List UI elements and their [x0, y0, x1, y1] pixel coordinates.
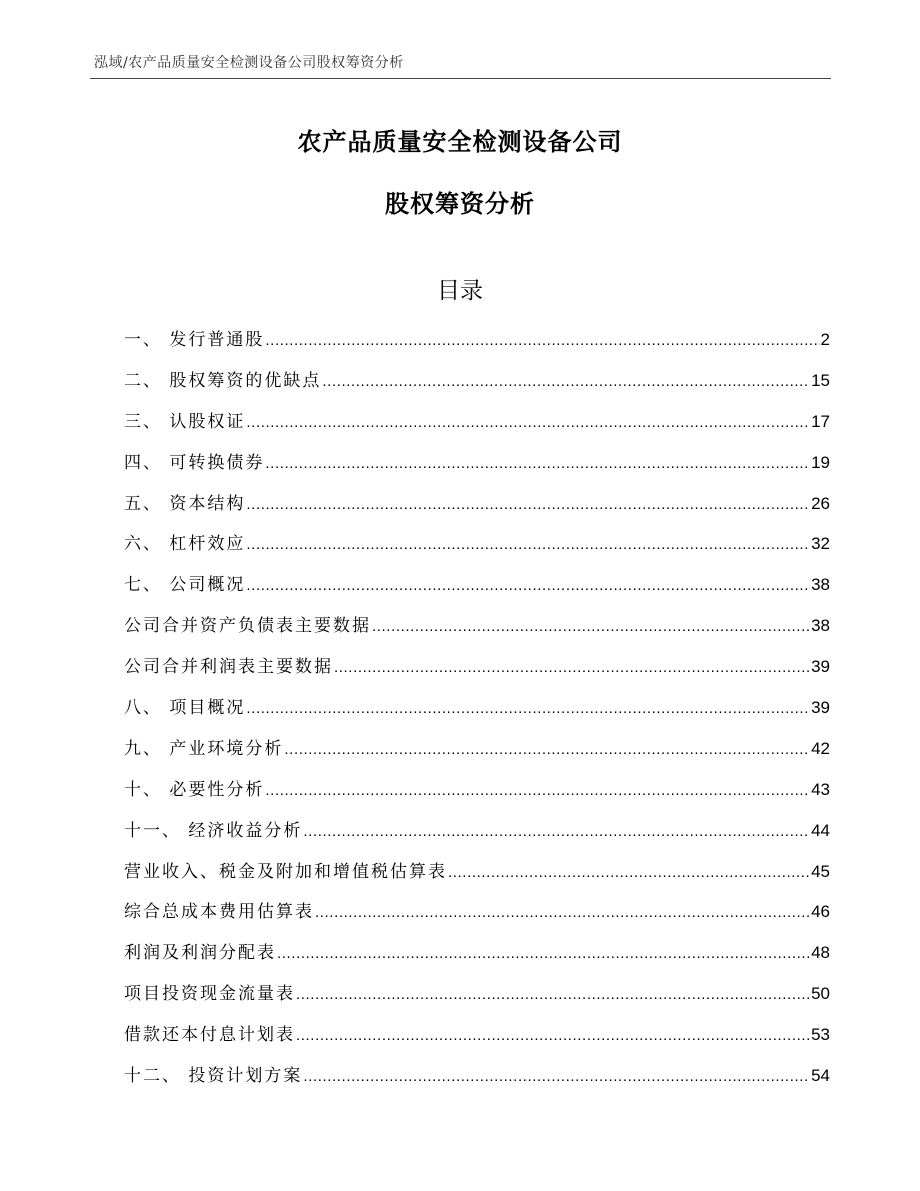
toc-entry-label: 八、 项目概况 [124, 698, 246, 719]
toc-entry-page-number: 45 [811, 861, 830, 881]
toc-entry-label: 五、 资本结构 [124, 493, 246, 514]
toc-dot-leader [265, 771, 810, 812]
toc-entry-label: 七、 公司概况 [124, 575, 246, 596]
toc-entry-label: 项目投资现金流量表 [124, 984, 295, 1005]
toc-entry-page-number: 19 [811, 452, 830, 472]
toc-entry[interactable] [124, 688, 830, 729]
toc-entry[interactable] [124, 647, 830, 688]
toc-entry-page-number: 42 [811, 738, 830, 758]
toc-dot-leader [246, 485, 810, 526]
toc-entry-label: 公司合并利润表主要数据 [124, 657, 333, 678]
toc-dot-leader [296, 1016, 810, 1057]
toc-entry-page-number: 39 [811, 657, 830, 677]
toc-entry-label: 营业收入、税金及附加和增值税估算表 [124, 861, 447, 882]
toc-dot-leader [334, 648, 810, 689]
toc-entry-label: 综合总成本费用估算表 [124, 902, 314, 923]
toc-entry[interactable] [124, 484, 830, 525]
toc-dot-leader [265, 444, 810, 485]
toc-dot-leader [303, 1057, 810, 1098]
header-divider [90, 78, 831, 79]
document-title-line-1: 农产品质量安全检测设备公司 [297, 128, 623, 156]
toc-entry-page-number: 44 [811, 820, 830, 840]
toc-entry-page-number: 26 [811, 493, 830, 513]
toc-entry-label: 二、 股权筹资的优缺点 [124, 370, 322, 391]
toc-dot-leader [284, 730, 810, 771]
running-header: 泓域/农产品质量安全检测设备公司股权筹资分析 [94, 55, 404, 71]
toc-entry-page-number: 39 [811, 698, 830, 718]
toc-dot-leader [246, 525, 810, 566]
toc-entry[interactable] [124, 811, 830, 852]
toc-entry-page-number: 50 [811, 984, 830, 1004]
toc-entry-page-number: 38 [811, 616, 830, 636]
toc-dot-leader [246, 566, 810, 607]
toc-entry-label: 六、 杠杆效应 [124, 534, 246, 555]
toc-entry-label: 借款还本付息计划表 [124, 1025, 295, 1046]
toc-dot-leader [322, 362, 810, 403]
toc-entry[interactable] [124, 606, 830, 647]
toc-entry-label: 十二、 投资计划方案 [124, 1066, 303, 1087]
toc-dot-leader [372, 607, 810, 648]
toc-dot-leader [246, 403, 810, 444]
toc-entry-page-number: 48 [811, 943, 830, 963]
toc-entry-page-number: 15 [811, 370, 830, 390]
toc-entry-page-number: 46 [811, 902, 830, 922]
toc-entry-page-number: 2 [820, 330, 830, 349]
toc-entry-page-number: 38 [811, 575, 830, 595]
toc-entry-label: 利润及利润分配表 [124, 943, 276, 964]
toc-entry-page-number: 17 [811, 411, 830, 431]
toc-dot-leader [265, 321, 819, 362]
toc-dot-leader [448, 853, 810, 894]
toc-dot-leader [246, 689, 810, 730]
toc-entry[interactable] [124, 361, 830, 402]
toc-dot-leader [315, 893, 810, 934]
toc-entry-page-number: 43 [811, 779, 830, 799]
toc-dot-leader [296, 975, 810, 1016]
toc-entry[interactable] [124, 443, 830, 484]
toc-entry[interactable] [124, 524, 830, 565]
toc-entry[interactable] [124, 320, 830, 361]
toc-entry[interactable] [124, 852, 830, 893]
toc-entry[interactable] [124, 402, 830, 443]
toc-entry[interactable] [124, 565, 830, 606]
document-title-line-2: 股权筹资分析 [385, 190, 535, 218]
toc-entry[interactable] [124, 933, 830, 974]
toc-entry[interactable] [124, 770, 830, 811]
toc-entry-page-number: 32 [811, 534, 830, 554]
toc-entry[interactable] [124, 974, 830, 1015]
toc-entry-label: 十一、 经济收益分析 [124, 820, 303, 841]
toc-entry-label: 三、 认股权证 [124, 411, 246, 432]
toc-heading: 目录 [437, 278, 483, 304]
toc-entry[interactable] [124, 892, 830, 933]
toc-entry[interactable] [124, 1056, 830, 1097]
toc-entry[interactable] [124, 1015, 830, 1056]
toc-entry-label: 九、 产业环境分析 [124, 738, 284, 759]
toc-entry-label: 十、 必要性分析 [124, 779, 265, 800]
toc-entry-label: 四、 可转换债券 [124, 452, 265, 473]
toc-entry-label: 一、 发行普通股 [124, 330, 265, 350]
toc-dot-leader [303, 812, 810, 853]
toc-dot-leader [277, 934, 810, 975]
table-of-contents [124, 320, 830, 1097]
toc-entry[interactable] [124, 729, 830, 770]
toc-entry-label: 公司合并资产负债表主要数据 [124, 616, 371, 637]
toc-entry-page-number: 53 [811, 1025, 830, 1045]
toc-entry-page-number: 54 [811, 1066, 830, 1086]
